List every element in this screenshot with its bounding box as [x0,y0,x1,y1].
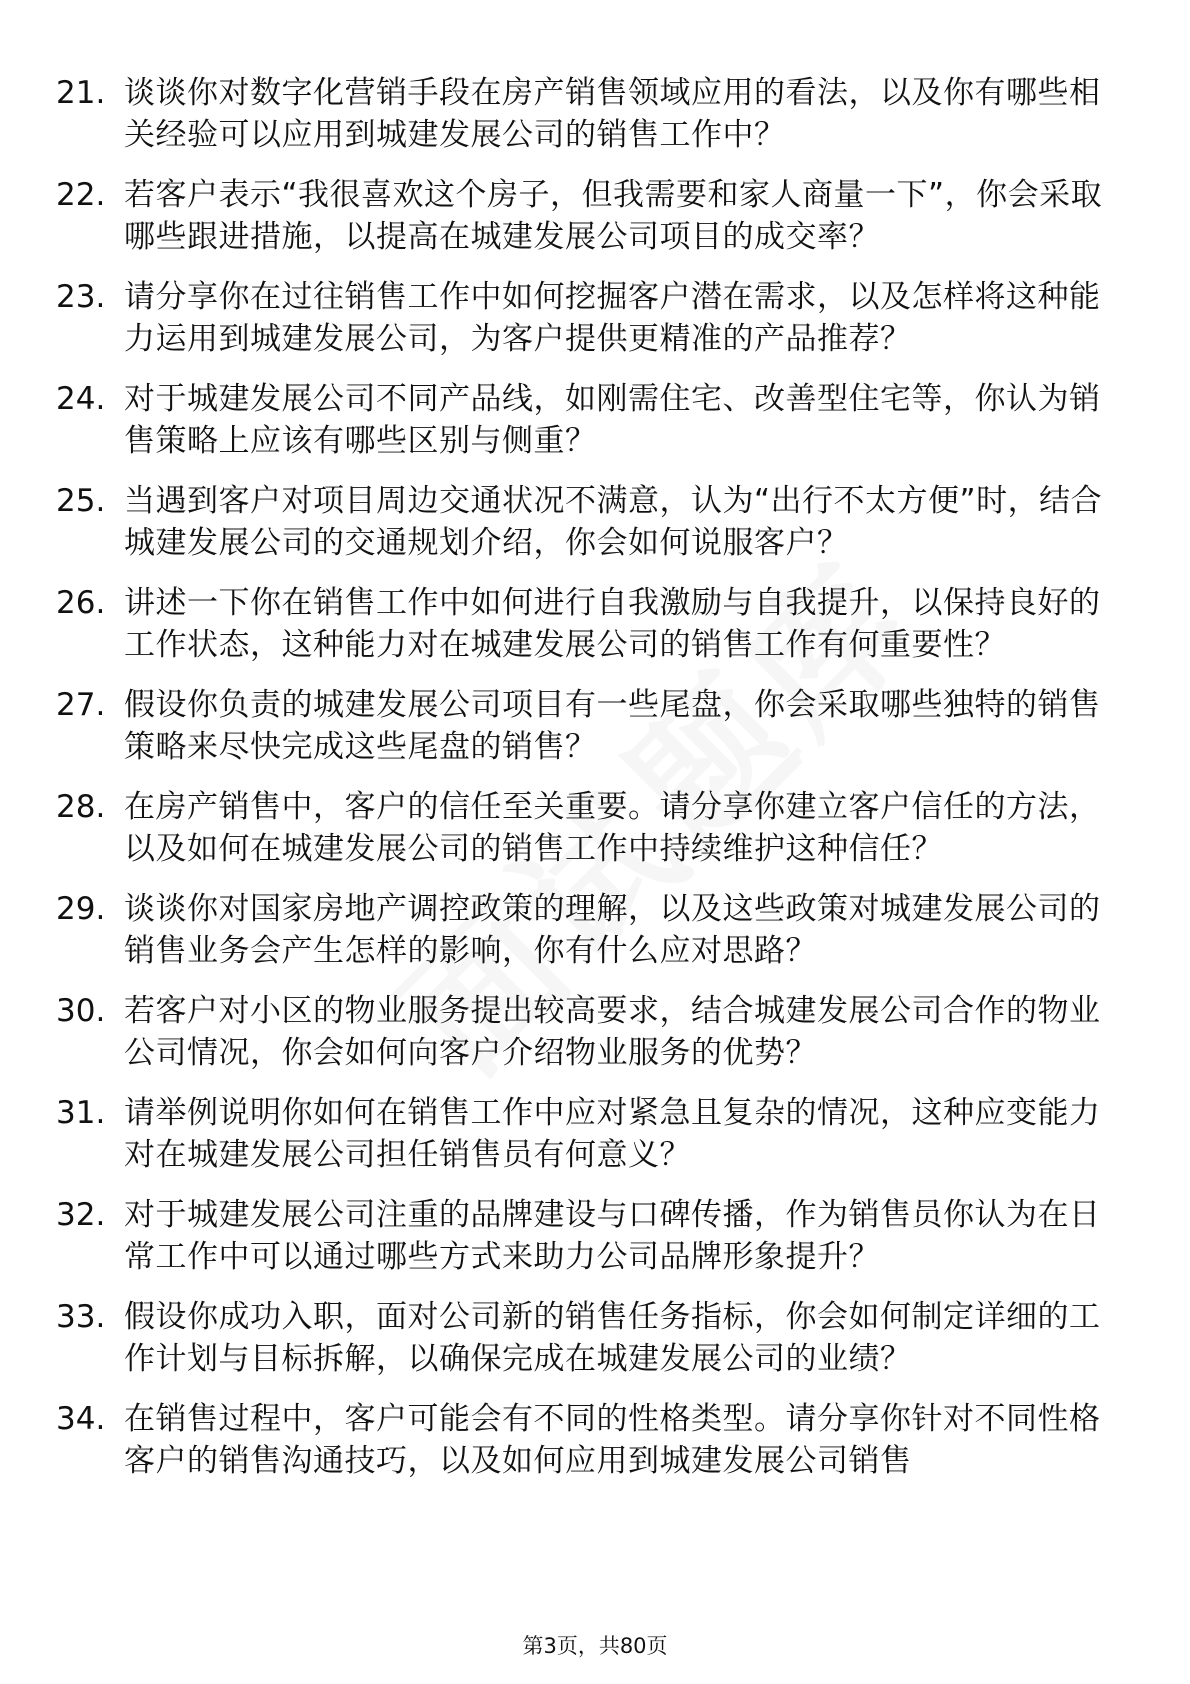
question-text: 在房产销售中，客户的信任至关重要。请分享你建立客户信任的方法，以及如何在城建发展公司的销售工作中持续维护这种信任？ [124,789,1101,867]
question-number: 29. [56,891,106,927]
question-number: 26. [56,585,106,621]
question-text: 当遇到客户对项目周边交通状况不满意，认为“出行不太方便”时，结合城建发展公司的交通规划介绍，你会如何说服客户？ [124,483,1103,561]
question-item [56,990,1116,1074]
question-text: 若客户对小区的物业服务提出较高要求，结合城建发展公司合作的物业公司情况，你会如何向客户介绍物业服务的优势？ [124,993,1101,1071]
question-item [56,1194,1116,1278]
question-number: 31. [56,1095,106,1131]
question-number: 27. [56,687,106,723]
question-item [56,1092,1116,1176]
question-item [56,1296,1116,1380]
question-number: 23. [56,279,106,315]
question-item [56,174,1116,258]
question-text: 假设你负责的城建发展公司项目有一些尾盘，你会采取哪些独特的销售策略来尽快完成这些尾盘的销售？ [124,687,1101,765]
question-item [56,1398,1116,1482]
question-text: 请分享你在过往销售工作中如何挖掘客户潜在需求，以及怎样将这种能力运用到城建发展公司，为客户提供更精准的产品推荐？ [124,279,1101,357]
question-number: 24. [56,381,106,417]
question-text: 若客户表示“我很喜欢这个房子，但我需要和家人商量一下”，你会采取哪些跟进措施，以提高在城建发展公司项目的成交率？ [124,177,1103,255]
question-number: 21. [56,75,106,111]
question-item [56,480,1116,564]
question-text: 谈谈你对国家房地产调控政策的理解，以及这些政策对城建发展公司的销售业务会产生怎样的影响，你有什么应对思路？ [124,891,1101,969]
question-number: 34. [56,1401,106,1437]
question-list [56,72,1116,1500]
question-text: 假设你成功入职，面对公司新的销售任务指标，你会如何制定详细的工作计划与目标拆解，以确保完成在城建发展公司的业绩？ [124,1299,1101,1377]
question-text: 在销售过程中，客户可能会有不同的性格类型。请分享你针对不同性格客户的销售沟通技巧，以及如何应用到城建发展公司销售 [124,1401,1101,1479]
question-item [56,888,1116,972]
question-item [56,582,1116,666]
question-item [56,72,1116,156]
question-number: 28. [56,789,106,825]
question-number: 32. [56,1197,106,1233]
question-item [56,378,1116,462]
question-item [56,684,1116,768]
question-text: 讲述一下你在销售工作中如何进行自我激励与自我提升，以保持良好的工作状态，这种能力对在城建发展公司的销售工作有何重要性？ [124,585,1101,663]
question-item [56,276,1116,360]
question-text: 对于城建发展公司注重的品牌建设与口碑传播，作为销售员你认为在日常工作中可以通过哪些方式来助力公司品牌形象提升？ [124,1197,1101,1275]
question-text: 请举例说明你如何在销售工作中应对紧急且复杂的情况，这种应变能力对在城建发展公司担任销售员有何意义？ [124,1095,1101,1173]
question-number: 30. [56,993,106,1029]
page-footer: 第3页，共80页 [522,1634,668,1658]
question-number: 22. [56,177,106,213]
question-item [56,786,1116,870]
question-number: 25. [56,483,106,519]
question-text: 谈谈你对数字化营销手段在房产销售领域应用的看法，以及你有哪些相关经验可以应用到城建发展公司的销售工作中？ [124,75,1101,153]
question-number: 33. [56,1299,106,1335]
question-text: 对于城建发展公司不同产品线，如刚需住宅、改善型住宅等，你认为销售策略上应该有哪些区别与侧重？ [124,381,1101,459]
